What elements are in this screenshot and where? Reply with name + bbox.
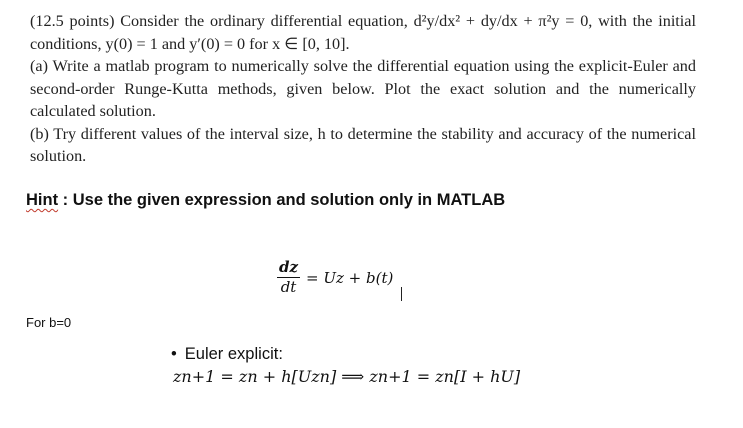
euler-formula: zn+1 = zn + h[Uzn] ⟹ zn+1 = zn[I + hU] bbox=[173, 367, 521, 386]
problem-part-b: (b) Try different values of the interval size, h to determine the stability and accuracy of the numerical solution. bbox=[30, 124, 696, 165]
hint-text: : Use the given expression and solution only in MATLAB bbox=[58, 191, 506, 209]
bullet-icon: • bbox=[171, 345, 177, 363]
condition-label: For b=0 bbox=[26, 315, 72, 330]
hint-line bbox=[26, 191, 505, 210]
euler-bullet-item bbox=[171, 345, 283, 364]
derivative-fraction bbox=[277, 258, 300, 297]
euler-title: Euler explicit: bbox=[184, 345, 283, 363]
hint-label: Hint bbox=[26, 191, 59, 209]
problem-intro: (12.5 points) Consider the ordinary differential equation, d²y/dx² + dy/dx + π²y = 0, with the initial conditions, y(0) = 1 and y′(0) = 0 for x ∈ [0, 10]. bbox=[30, 12, 696, 53]
ode-system-equation bbox=[277, 258, 393, 297]
text-cursor bbox=[401, 287, 402, 301]
fraction-numerator: dz bbox=[279, 258, 299, 276]
problem-statement bbox=[30, 10, 696, 168]
equation-rhs: = Uz + b(t) bbox=[306, 268, 394, 287]
fraction-denominator: dt bbox=[280, 278, 297, 296]
problem-part-a: (a) Write a matlab program to numerically solve the differential equation using the explicit-Euler and second-order Runge-Kutta methods, given below. Plot the exact solution and the numerically calculated solution. bbox=[30, 57, 696, 120]
